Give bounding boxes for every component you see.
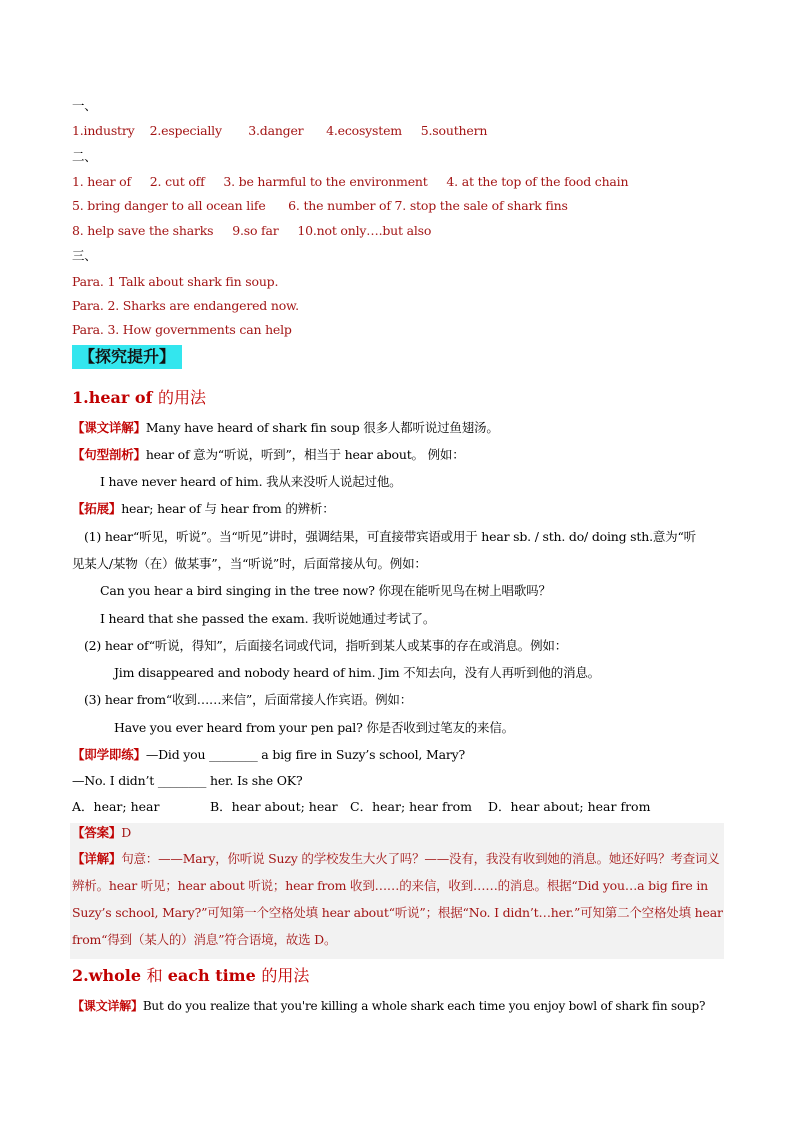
topic2-title-zh2: 的用法 [261,966,310,985]
section1-answers: 1.industry 2.especially 3.danger 4.ecosystem 5.southern [72,123,488,138]
topic2-kewen-text: But do you realize that you're killing a whole shark each time you enjoy bowl of shark fin soup? [142,999,706,1013]
practice-label: 【即学即练】 [72,747,146,762]
detail-label: 【详解】 [72,851,122,866]
kewen-label: 【课文详解】 [72,420,146,435]
answer-label: 【答案】 [72,825,122,840]
topic2-title [72,963,309,986]
topic1-tuozhan [72,501,335,517]
option-b: B．hear about; hear [210,799,338,814]
point1-line1: (1) hear“听见，听说”。当“听见”讲时，强调结果，可直接带宾语或用于 hear sb. / sth. do/ doing sth.意为“听 [84,529,696,544]
topic1-title-zh: 的用法 [158,388,207,407]
point2-line: (2) hear of“听说，得知”，后面接名词或代词，指听到某人或某事的存在或消息。例如： [84,638,567,653]
option-d: D．hear about; hear from [488,799,651,814]
explore-banner: 【探究提升】 [72,345,182,369]
topic2-title-en1: 2.whole [72,966,147,985]
tuozhan-text: hear; hear of 与 hear from 的辨析： [121,501,335,516]
section3-heading: 三、 [72,248,97,263]
option-c: C．hear; hear from [350,799,472,814]
topic1-title [72,385,206,408]
point3-line: (3) hear from“收到……来信”，后面常接人作宾语。例如： [84,692,412,707]
practice-question1 [72,747,465,763]
point2-example: Jim disappeared and nobody heard of him. Jim 不知去向，没有人再听到他的消息。 [114,665,600,680]
section3-para1: Para. 1 Talk about shark fin soup. [72,274,279,289]
section2-heading: 二、 [72,149,97,164]
jubi-label: 【句型剖析】 [72,447,146,462]
section3-para3: Para. 3. How governments can help [72,322,292,337]
practice-q1-text: —Did you ________ a big fire in Suzy’s school, Mary? [145,747,465,762]
section2-answers-line3: 8. help save the sharks 9.so far 10.not only….but also [72,223,432,238]
jubi-text: hear of 意为“听说，听到”，相当于 hear about。 例如： [145,447,465,462]
detail-text: 句意：——Mary，你听说 Suzy 的学校发生大火了吗？——没有，我没有收到她的消息。她还好吗？考查词义辨析。hear 听见；hear about 听说；hear from 收到……的来信，收到……的消息。根据“Did you…a big fire in Suzy’s school, Mary?”可知第一个空格处填 hear about“听说”；根据“No. I didn’t…her.”可知第二个空格处填 hear from“得到（某人的）消息”符合语境，故选 D。 [72,851,723,947]
topic2-title-zh1: 和 [146,966,168,985]
point3-example: Have you ever heard from your pen pal? 你是否收到过笔友的来信。 [114,720,514,735]
jubi-example: I have never heard of him. 我从来没听人说起过他。 [100,474,402,489]
answer-line [72,825,131,841]
practice-question2: —No. I didn’t ________ her. Is she OK? [72,773,303,788]
point1-example2: I heard that she passed the exam. 我听说她通过考试了。 [100,611,436,626]
point1-example1: Can you hear a bird singing in the tree now? 你现在能听见鸟在树上唱歌吗？ [100,583,551,598]
topic2-title-en2: each time [167,966,262,985]
option-a: A．hear; hear [72,799,160,814]
topic2-kewen-label: 【课文详解】 [72,999,143,1013]
topic1-jubi [72,447,465,463]
answer-value: D [121,825,132,840]
topic1-kewen [72,420,499,436]
section2-answers-line1: 1. hear of 2. cut off 3. be harmful to the environment 4. at the top of the food chain [72,174,629,189]
tuozhan-label: 【拓展】 [72,501,122,516]
topic1-title-en: 1.hear of [72,388,159,407]
kewen-text: Many have heard of shark fin soup 很多人都听说过鱼翅汤。 [145,420,499,435]
topic2-kewen [72,998,705,1014]
answer-detail [72,845,724,953]
practice-options [72,797,650,815]
section3-para2: Para. 2. Sharks are endangered now. [72,298,299,313]
section1-heading: 一、 [72,98,97,113]
point1-line2: 见某人/某物（在）做某事”，当“听说”时，后面常接从句。例如： [72,556,427,571]
section2-answers-line2: 5. bring danger to all ocean life 6. the number of 7. stop the sale of shark fins [72,198,568,213]
